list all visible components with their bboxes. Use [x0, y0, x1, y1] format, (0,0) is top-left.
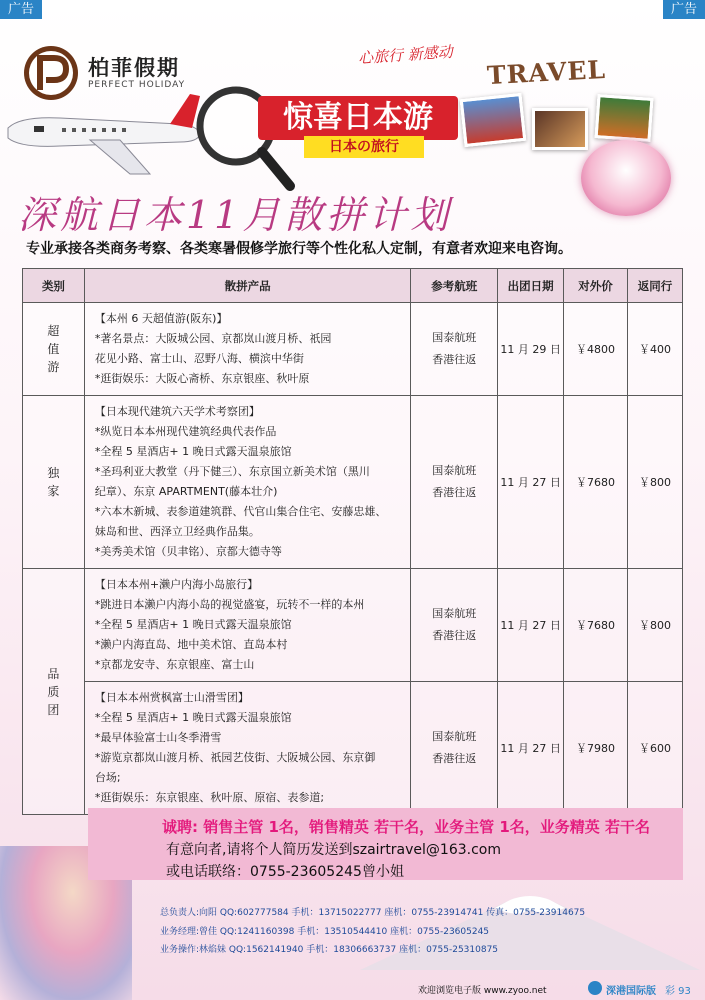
castle-image — [581, 140, 671, 216]
slogan: 心旅行 新感动 — [357, 42, 454, 68]
table-row — [23, 682, 683, 815]
category-cell: 品 质 团 — [23, 569, 85, 815]
price-cell: ￥4800 — [564, 303, 628, 396]
footer-url[interactable]: 欢迎浏览电子版 www.zyoo.net — [418, 986, 547, 996]
photo-temple — [595, 94, 654, 142]
photo-food — [532, 108, 588, 150]
rebate-cell: ￥400 — [628, 303, 683, 396]
header-category: 类别 — [23, 269, 85, 303]
headline-banner — [186, 82, 466, 192]
price-cell: ￥7980 — [564, 682, 628, 815]
flight-cell: 国泰航班 香港往返 — [411, 396, 498, 569]
flight-cell: 国泰航班 香港往返 — [411, 569, 498, 682]
page-footer — [0, 978, 705, 1000]
intro-text: 专业承接各类商务考察、各类寒暑假修学旅行等个性化私人定制，有意者欢迎来电咨询。 — [26, 241, 572, 257]
product-cell: 【日本现代建筑六天学术考察团】 *纵览日本本州现代建筑经典代表作品 *全程 5 星酒店+ 1 晚日式露天温泉旅馆 *圣玛利亚大教堂（丹下健三）、东京国立新美术馆（黑川 纪章）、东京 APARTMENT(藤本壮介) *六本木新城、表参道建筑群、代官山集合住宅、安藤忠雄、 妹岛和世、西泽立卫经典作品集。 *美秀美术馆（贝聿铭）、京都大德寺等 — [84, 396, 410, 569]
rebate-cell: ￥800 — [628, 569, 683, 682]
table-row — [23, 303, 683, 396]
recruit-email: 有意向者,请将个人简历发送到szairtravel@163.com — [166, 842, 502, 858]
table-header-row — [23, 269, 683, 303]
contact-line: 业务操作:林焰妹 QQ:1562141940 手机：18306663737 座机：0755-25310875 — [160, 945, 499, 955]
recruit-phone: 或电话联络：0755-23605245曾小姐 — [166, 864, 404, 880]
recruit-title: 诚聘: 销售主管 1名，销售精英 若干名，业务主管 1名，业务精英 若干名 — [162, 818, 650, 836]
ad-label-right: 广告 — [663, 0, 705, 19]
page-number: 彩 93 — [665, 986, 691, 997]
category-cell: 独 家 — [23, 396, 85, 569]
page-title: 深航日本11月散拼计划 — [18, 193, 453, 237]
contact-line: 总负责人:向阳 QQ:602777584 手机：13715022777 座机：0755-23914741 传真：0755-23914675 — [160, 908, 586, 918]
date-cell: 11 月 29 日 — [498, 303, 564, 396]
header-flight: 参考航班 — [411, 269, 498, 303]
contact-line: 业务经理:曾佳 QQ:1241160398 手机：13510544410 座机：0755-23605245 — [160, 927, 490, 937]
header-rebate: 返同行 — [628, 269, 683, 303]
airplane-icon — [0, 88, 205, 180]
headline-subtext: 日本の旅行 — [304, 136, 424, 158]
price-cell: ￥7680 — [564, 569, 628, 682]
photo-tokyo-tower — [460, 93, 527, 147]
product-cell: 【日本本州+濑户内海小岛旅行】 *跳进日本濑户内海小岛的视觉盛宴，玩转不一样的本州 *全程 5 星酒店+ 1 晚日式露天温泉旅馆 *濑户内海直岛、地中美术馆、直岛本村 *京都龙安寺、东京银座、富士山 — [84, 569, 410, 682]
product-cell: 【本州 6 天超值游(阪东)】 *著名景点：大阪城公园、京都岚山渡月桥、祇园 花见小路、富士山、忍野八海、横滨中华街 *逛街娱乐：大阪心斋桥、东京银座、秋叶原 — [84, 303, 410, 396]
header-product: 散拼产品 — [84, 269, 410, 303]
headline-text: 惊喜日本游 — [258, 96, 458, 140]
date-cell: 11 月 27 日 — [498, 682, 564, 815]
tour-table — [22, 268, 683, 815]
date-cell: 11 月 27 日 — [498, 396, 564, 569]
logo-name-en: PERFECT HOLIDAY — [88, 80, 186, 90]
ad-label-left: 广告 — [0, 0, 42, 19]
table-row — [23, 569, 683, 682]
brand-logo-icon — [588, 981, 602, 995]
category-cell: 超 值 游 — [23, 303, 85, 396]
header-date: 出团日期 — [498, 269, 564, 303]
date-cell: 11 月 27 日 — [498, 569, 564, 682]
logo-name-cn: 柏菲假期 — [88, 55, 180, 80]
header-price: 对外价 — [564, 269, 628, 303]
product-cell: 【日本本州赏枫富士山滑雪团】 *全程 5 星酒店+ 1 晚日式露天温泉旅馆 *最早体验富士山冬季滑雪 *游览京都岚山渡月桥、祇园艺伎街、大阪城公园、东京御 台场; *逛街娱乐：东京银座、秋叶原、原宿、表参道; — [84, 682, 410, 815]
rebate-cell: ￥800 — [628, 396, 683, 569]
flight-cell: 国泰航班 香港往返 — [411, 303, 498, 396]
price-cell: ￥7680 — [564, 396, 628, 569]
recruit-box — [88, 808, 683, 880]
table-row — [23, 396, 683, 569]
travel-wordmark: TRAVEL — [486, 54, 607, 91]
footer-brand: 深港国际版 — [606, 986, 656, 997]
rebate-cell: ￥600 — [628, 682, 683, 815]
flight-cell: 国泰航班 香港往返 — [411, 682, 498, 815]
